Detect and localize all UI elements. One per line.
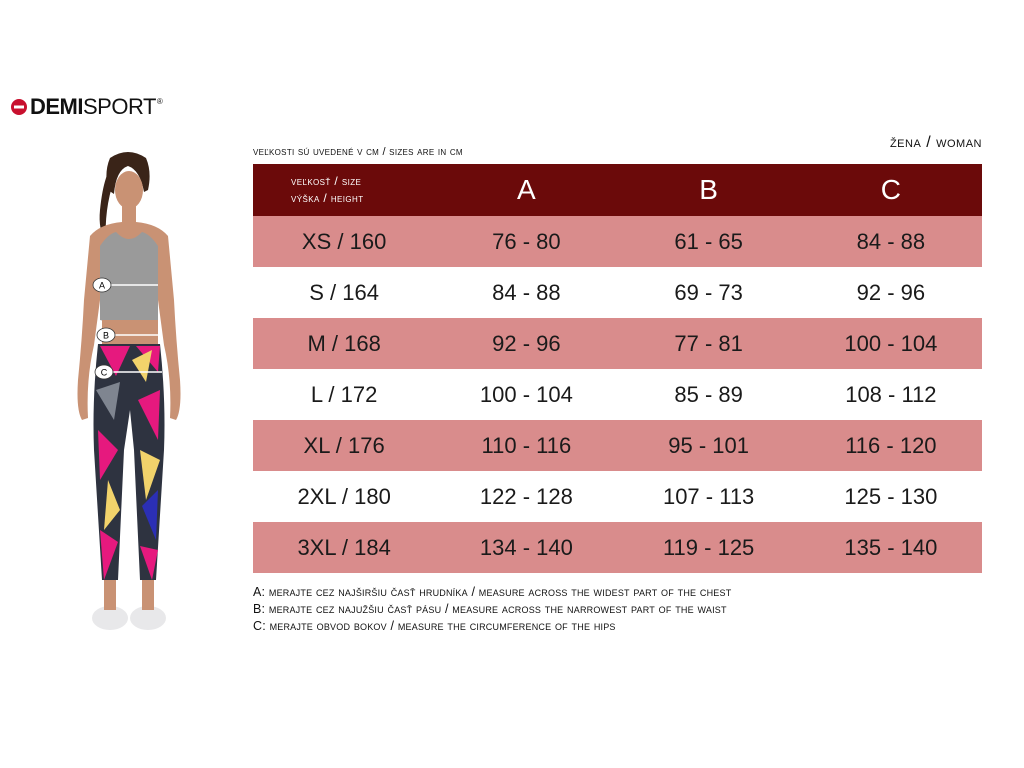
table-header-row (253, 164, 982, 216)
marker-c-label: C (100, 367, 108, 378)
column-header-c: C (880, 174, 901, 205)
size-cell: XS / 160 (301, 228, 387, 254)
a-cell: 110 - 116 (481, 432, 572, 458)
c-cell: 135 - 140 (844, 534, 938, 560)
a-cell: 100 - 104 (479, 381, 573, 407)
c-cell: 100 - 104 (844, 330, 938, 356)
size-cell: M / 168 (307, 330, 381, 356)
size-cell: 2XL / 180 (297, 483, 391, 509)
table-row (253, 216, 982, 267)
size-cell: L / 172 (310, 381, 378, 407)
b-cell: 77 - 81 (674, 330, 743, 356)
table-row (253, 420, 982, 471)
marker-b-label: B (102, 330, 110, 341)
column-header-b: B (699, 174, 718, 205)
b-cell: 85 - 89 (674, 381, 743, 407)
size-table (253, 164, 982, 573)
b-cell: 119 - 125 (662, 534, 755, 560)
brand-logo (10, 94, 162, 120)
marker-a-label: A (98, 280, 106, 291)
table-row (253, 471, 982, 522)
c-cell: 125 - 130 (844, 483, 938, 509)
c-cell: 116 - 120 (845, 432, 937, 458)
marker-c (95, 365, 113, 379)
a-cell: 92 - 96 (492, 330, 561, 356)
header-height-label: výška / height (291, 191, 364, 205)
logo-demi: DEMI (30, 94, 83, 119)
table-row (253, 318, 982, 369)
a-cell: 134 - 140 (479, 534, 573, 560)
b-cell: 95 - 101 (668, 432, 749, 458)
gender-label: žena / woman (889, 134, 982, 151)
header-size-label: veľkosť / size (291, 174, 362, 188)
c-cell: 84 - 88 (856, 228, 926, 254)
table-row (253, 267, 982, 318)
size-cell: S / 164 (309, 279, 379, 305)
column-header-a: A (517, 174, 536, 205)
b-cell: 107 - 113 (662, 483, 755, 509)
marker-a (93, 278, 111, 292)
note-a: A: merajte cez najširšiu časť hrudníka / measure across the widest part of the chest (253, 585, 732, 599)
logo-registered: ® (156, 96, 163, 106)
note-b: B: merajte cez najužšiu časť pásu / measure across the narrowest part of the waist (253, 602, 727, 616)
b-cell: 69 - 73 (674, 279, 743, 305)
table-row (253, 522, 982, 573)
a-cell: 76 - 80 (492, 228, 561, 254)
c-cell: 92 - 96 (856, 279, 926, 305)
a-cell: 122 - 128 (479, 483, 573, 509)
logo-mark-icon (10, 98, 28, 116)
logo-sport: SPORT (83, 94, 156, 119)
table-row (253, 369, 982, 420)
size-cell: 3XL / 184 (297, 534, 391, 560)
note-c: C: merajte obvod bokov / measure the circumference of the hips (253, 619, 616, 633)
marker-b (97, 328, 115, 342)
b-cell: 61 - 65 (674, 228, 743, 254)
c-cell: 108 - 112 (845, 381, 937, 407)
model-figure (60, 150, 195, 645)
units-note: veľkosti sú uvedené v cm / sizes are in cm (253, 146, 463, 158)
header-size-height (253, 164, 435, 216)
size-cell: XL / 176 (303, 432, 385, 458)
a-cell: 84 - 88 (492, 279, 561, 305)
measurement-notes (253, 584, 731, 635)
